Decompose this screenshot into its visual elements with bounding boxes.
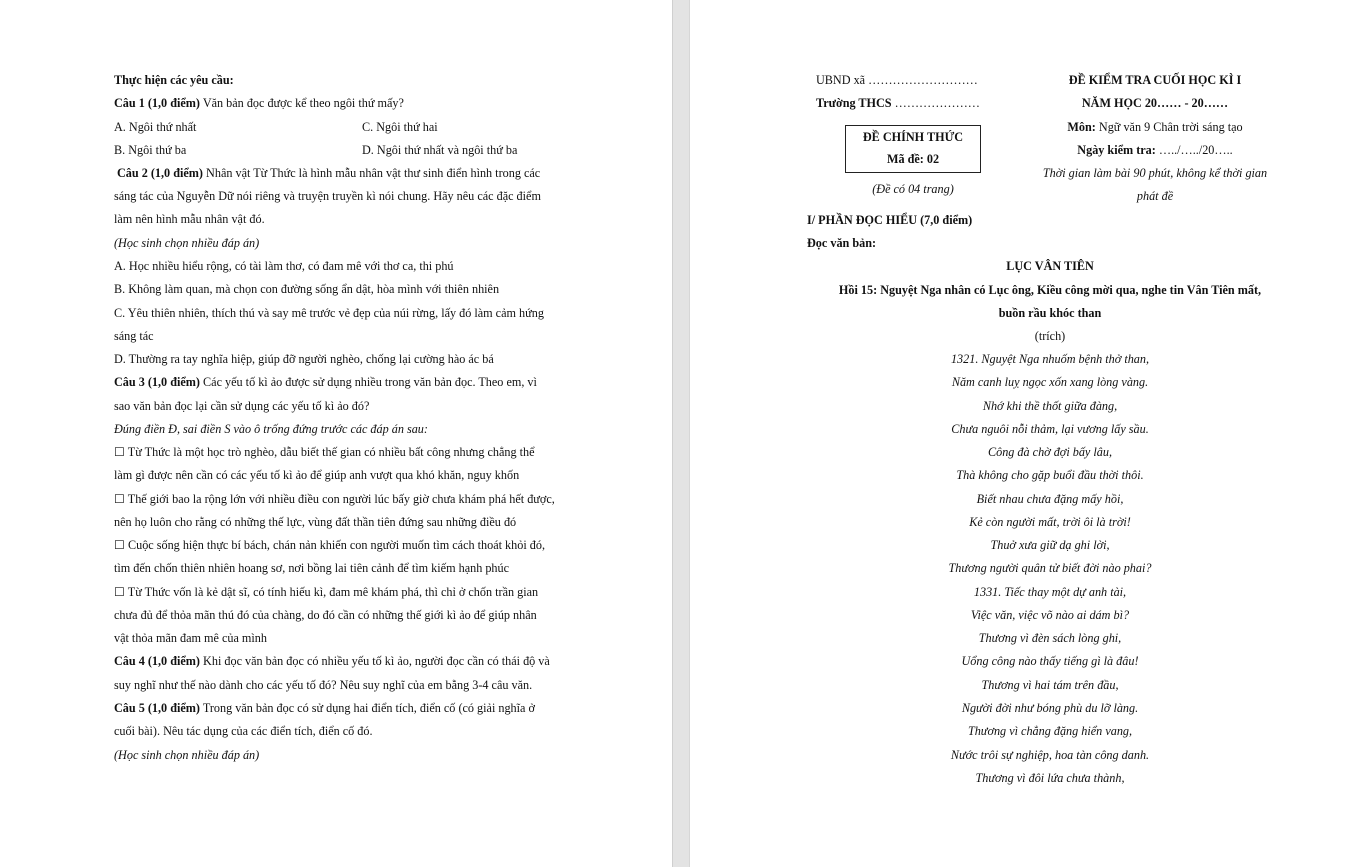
poem-verse: Thuở xưa giữ dạ ghi lời, <box>990 538 1110 552</box>
excerpt-note: (trích) <box>1034 329 1066 343</box>
poem-verse: Uổng công nào thấy tiếng gì là đâu! <box>961 654 1139 668</box>
q2-option-a: A. Học nhiều hiểu rộng, có tài làm thơ, có đam mê với thơ ca, thi phú <box>114 259 454 273</box>
school-line <box>816 95 980 111</box>
q2-option-c: C. Yêu thiên nhiên, thích thú và say mê trước vẻ đẹp của núi rừng, lấy đó làm cảm hứng <box>114 306 544 320</box>
chapter-line-1: Hồi 15: Nguyệt Nga nhân có Lục ông, Kiều công mời qua, nghe tin Vân Tiên mất, <box>838 283 1262 297</box>
poem-verse: Kẻ còn người mất, trời ôi là trời! <box>969 515 1131 529</box>
question-5-line-1: Trong văn bản đọc có sử dụng hai điển tích, điển cố (có giải nghĩa ở <box>200 701 535 715</box>
q2-option-d: D. Thường ra tay nghĩa hiệp, giúp đỡ người nghèo, chống lại cường hào ác bá <box>114 352 494 366</box>
subject-line <box>1020 119 1290 135</box>
question-4-line-2: suy nghĩ như thế nào dành cho các yếu tố đó? Nêu suy nghĩ của em bằng 3-4 câu văn. <box>114 678 533 692</box>
questions-heading: Thực hiện các yêu cầu: <box>114 73 234 87</box>
question-4-label: Câu 4 (1,0 điểm) <box>114 654 200 668</box>
poem-verse: 1331. Tiếc thay một dự anh tài, <box>973 585 1127 599</box>
page-gutter <box>672 0 690 867</box>
read-label: Đọc văn bản: <box>807 236 877 250</box>
poem-verse: Thà không cho gặp buổi đầu thời thôi. <box>956 468 1144 482</box>
school-dots: ………………… <box>891 96 980 110</box>
page-left <box>0 0 672 867</box>
q3-item-line: vật thỏa mãn đam mê của mình <box>114 631 267 645</box>
chapter-line-2: buồn rầu khóc than <box>998 306 1102 320</box>
q1-option-c: C. Ngôi thứ hai <box>362 120 438 134</box>
q2-option-b: B. Không làm quan, mà chọn con đường sống ẩn dật, hòa mình với thiên nhiên <box>114 282 500 296</box>
poem-verse: 1321. Nguyệt Nga nhuốm bệnh thở than, <box>950 352 1150 366</box>
section-title: I/ PHẦN ĐỌC HIỂU (7,0 điểm) <box>807 213 973 227</box>
question-1 <box>114 95 404 111</box>
poem-verse: Việc văn, việc võ nào ai dám bì? <box>970 608 1130 622</box>
poem-verse: Nước trôi sự nghiệp, hoa tàn công danh. <box>950 748 1150 762</box>
question-1-text: Văn bản đọc được kể theo ngôi thứ mấy? <box>200 96 404 110</box>
exam-code: Mã đề: 02 <box>886 152 940 166</box>
question-4 <box>114 653 550 669</box>
q3-item-line: nên họ luôn cho rằng có những thế lực, vùng đất thần tiên đứng sau những điều đó <box>114 515 517 529</box>
question-5-line-2: cuối bài). Nêu tác dụng của các điển tích, điển cố đó. <box>114 724 373 738</box>
subject-value: Ngữ văn 9 Chân trời sáng tạo <box>1095 120 1243 134</box>
q2-option-c-cont: sáng tác <box>114 329 154 343</box>
question-3-note: Đúng điền Đ, sai điền S vào ô trống đứng trước các đáp án sau: <box>114 422 428 436</box>
official-label: ĐỀ CHÍNH THỨC <box>862 130 964 144</box>
q3-item-line: làm gì được nên cần có các yếu tố kì ảo để giúp anh vượt qua khó khăn, nguy khốn <box>114 468 520 482</box>
q3-item-line: tìm đến chốn thiên nhiên hoang sơ, nơi bồng lai tiên cảnh để tìm kiếm hạnh phúc <box>114 561 510 575</box>
poem-verse: Thương vì đèn sách lòng ghi, <box>978 631 1122 645</box>
poem-verse: Thương vì đôi lứa chưa thành, <box>975 771 1125 785</box>
question-2 <box>117 165 540 181</box>
question-2-line-3: làm nên hình mẫu nhân vật đó. <box>114 212 265 226</box>
date-line <box>1020 142 1290 158</box>
question-2-line-1: Nhân vật Từ Thức là hình mẫu nhân vật thư sinh điển hình trong các <box>203 166 541 180</box>
school-year: NĂM HỌC 20…… - 20…… <box>1081 96 1229 110</box>
poem-title: LỤC VÂN TIÊN <box>1006 259 1094 273</box>
poem-verse: Thương người quân tử biết đời nào phai? <box>948 561 1152 575</box>
question-5 <box>114 700 535 716</box>
question-2-note: (Học sinh chọn nhiều đáp án) <box>114 236 260 250</box>
poem-verse: Công đà chờ đợi bấy lâu, <box>987 445 1113 459</box>
school-label: Trường THCS <box>816 96 892 110</box>
question-2-label: Câu 2 (1,0 điểm) <box>117 166 203 180</box>
ubnd-line: UBND xã ……………………… <box>816 73 978 87</box>
q3-item-line: ☐ Thế giới bao la rộng lớn với nhiều điều con người lúc bấy giờ chưa khám phá hết được, <box>114 492 555 506</box>
official-box <box>845 125 981 173</box>
q3-item-line: ☐ Từ Thức là một học trò nghèo, dẫu biết thế gian có nhiều bất công nhưng chẳng thể <box>114 445 535 459</box>
time-note-line-2: phát đề <box>1136 189 1174 203</box>
q1-option-d: D. Ngôi thứ nhất và ngôi thứ ba <box>362 143 518 157</box>
poem-verse: Biết nhau chưa đặng mấy hồi, <box>976 492 1124 506</box>
poem-verse: Nhớ khi thề thốt giữa đàng, <box>982 399 1118 413</box>
question-5-note: (Học sinh chọn nhiều đáp án) <box>114 748 260 762</box>
poem-verse: Chưa nguôi nỗi thảm, lại vương lấy sầu. <box>951 422 1149 436</box>
poem-verse: Năm canh luỵ ngọc xốn xang lòng vàng. <box>951 375 1149 389</box>
subject-label: Môn: <box>1067 120 1096 134</box>
q1-option-a: A. Ngôi thứ nhất <box>114 120 197 134</box>
question-3-line-1: Các yếu tố kì ảo được sử dụng nhiều trong văn bản đọc. Theo em, vì <box>200 375 537 389</box>
question-2-line-2: sáng tác của Nguyễn Dữ nói riêng và truyện truyền kì nói chung. Hãy nêu các đặc điểm <box>114 189 541 203</box>
question-3 <box>114 374 537 390</box>
q3-item-line: chưa đủ để thỏa mãn thú đó của chàng, do đó cần có những thế giới kì ảo để giúp nhân <box>114 608 537 622</box>
q3-item-line: ☐ Cuộc sống hiện thực bí bách, chán nản khiến con người muốn tìm cách thoát khỏi đó, <box>114 538 545 552</box>
question-1-label: Câu 1 (1,0 điểm) <box>114 96 200 110</box>
q1-option-b: B. Ngôi thứ ba <box>114 143 187 157</box>
q3-item-line: ☐ Từ Thức vốn là kẻ dật sĩ, có tính hiếu kì, đam mê khám phá, thì chỉ ở chốn trần gian <box>114 585 539 599</box>
page-right <box>690 0 1359 867</box>
exam-title: ĐỀ KIỂM TRA CUỐI HỌC KÌ I <box>1068 73 1242 87</box>
poem-verse: Thương vì hai tám trên đầu, <box>981 678 1119 692</box>
question-5-label: Câu 5 (1,0 điểm) <box>114 701 200 715</box>
question-3-label: Câu 3 (1,0 điểm) <box>114 375 200 389</box>
time-note-line-1: Thời gian làm bài 90 phút, không kể thời gian <box>1042 166 1268 180</box>
question-4-line-1: Khi đọc văn bản đọc có nhiều yếu tố kì ảo, người đọc cần có thái độ và <box>200 654 550 668</box>
date-value: …../…../20….. <box>1155 143 1233 157</box>
question-3-line-2: sao văn bản đọc lại cần sử dụng các yếu tố kì ảo đó? <box>114 399 370 413</box>
date-label: Ngày kiểm tra: <box>1077 143 1156 157</box>
pages-note: (Đề có 04 trang) <box>872 182 954 196</box>
poem-verse: Thương vì chẳng đặng hiển vang, <box>967 724 1133 738</box>
poem-verse: Người đời như bóng phù du lỡ làng. <box>961 701 1139 715</box>
